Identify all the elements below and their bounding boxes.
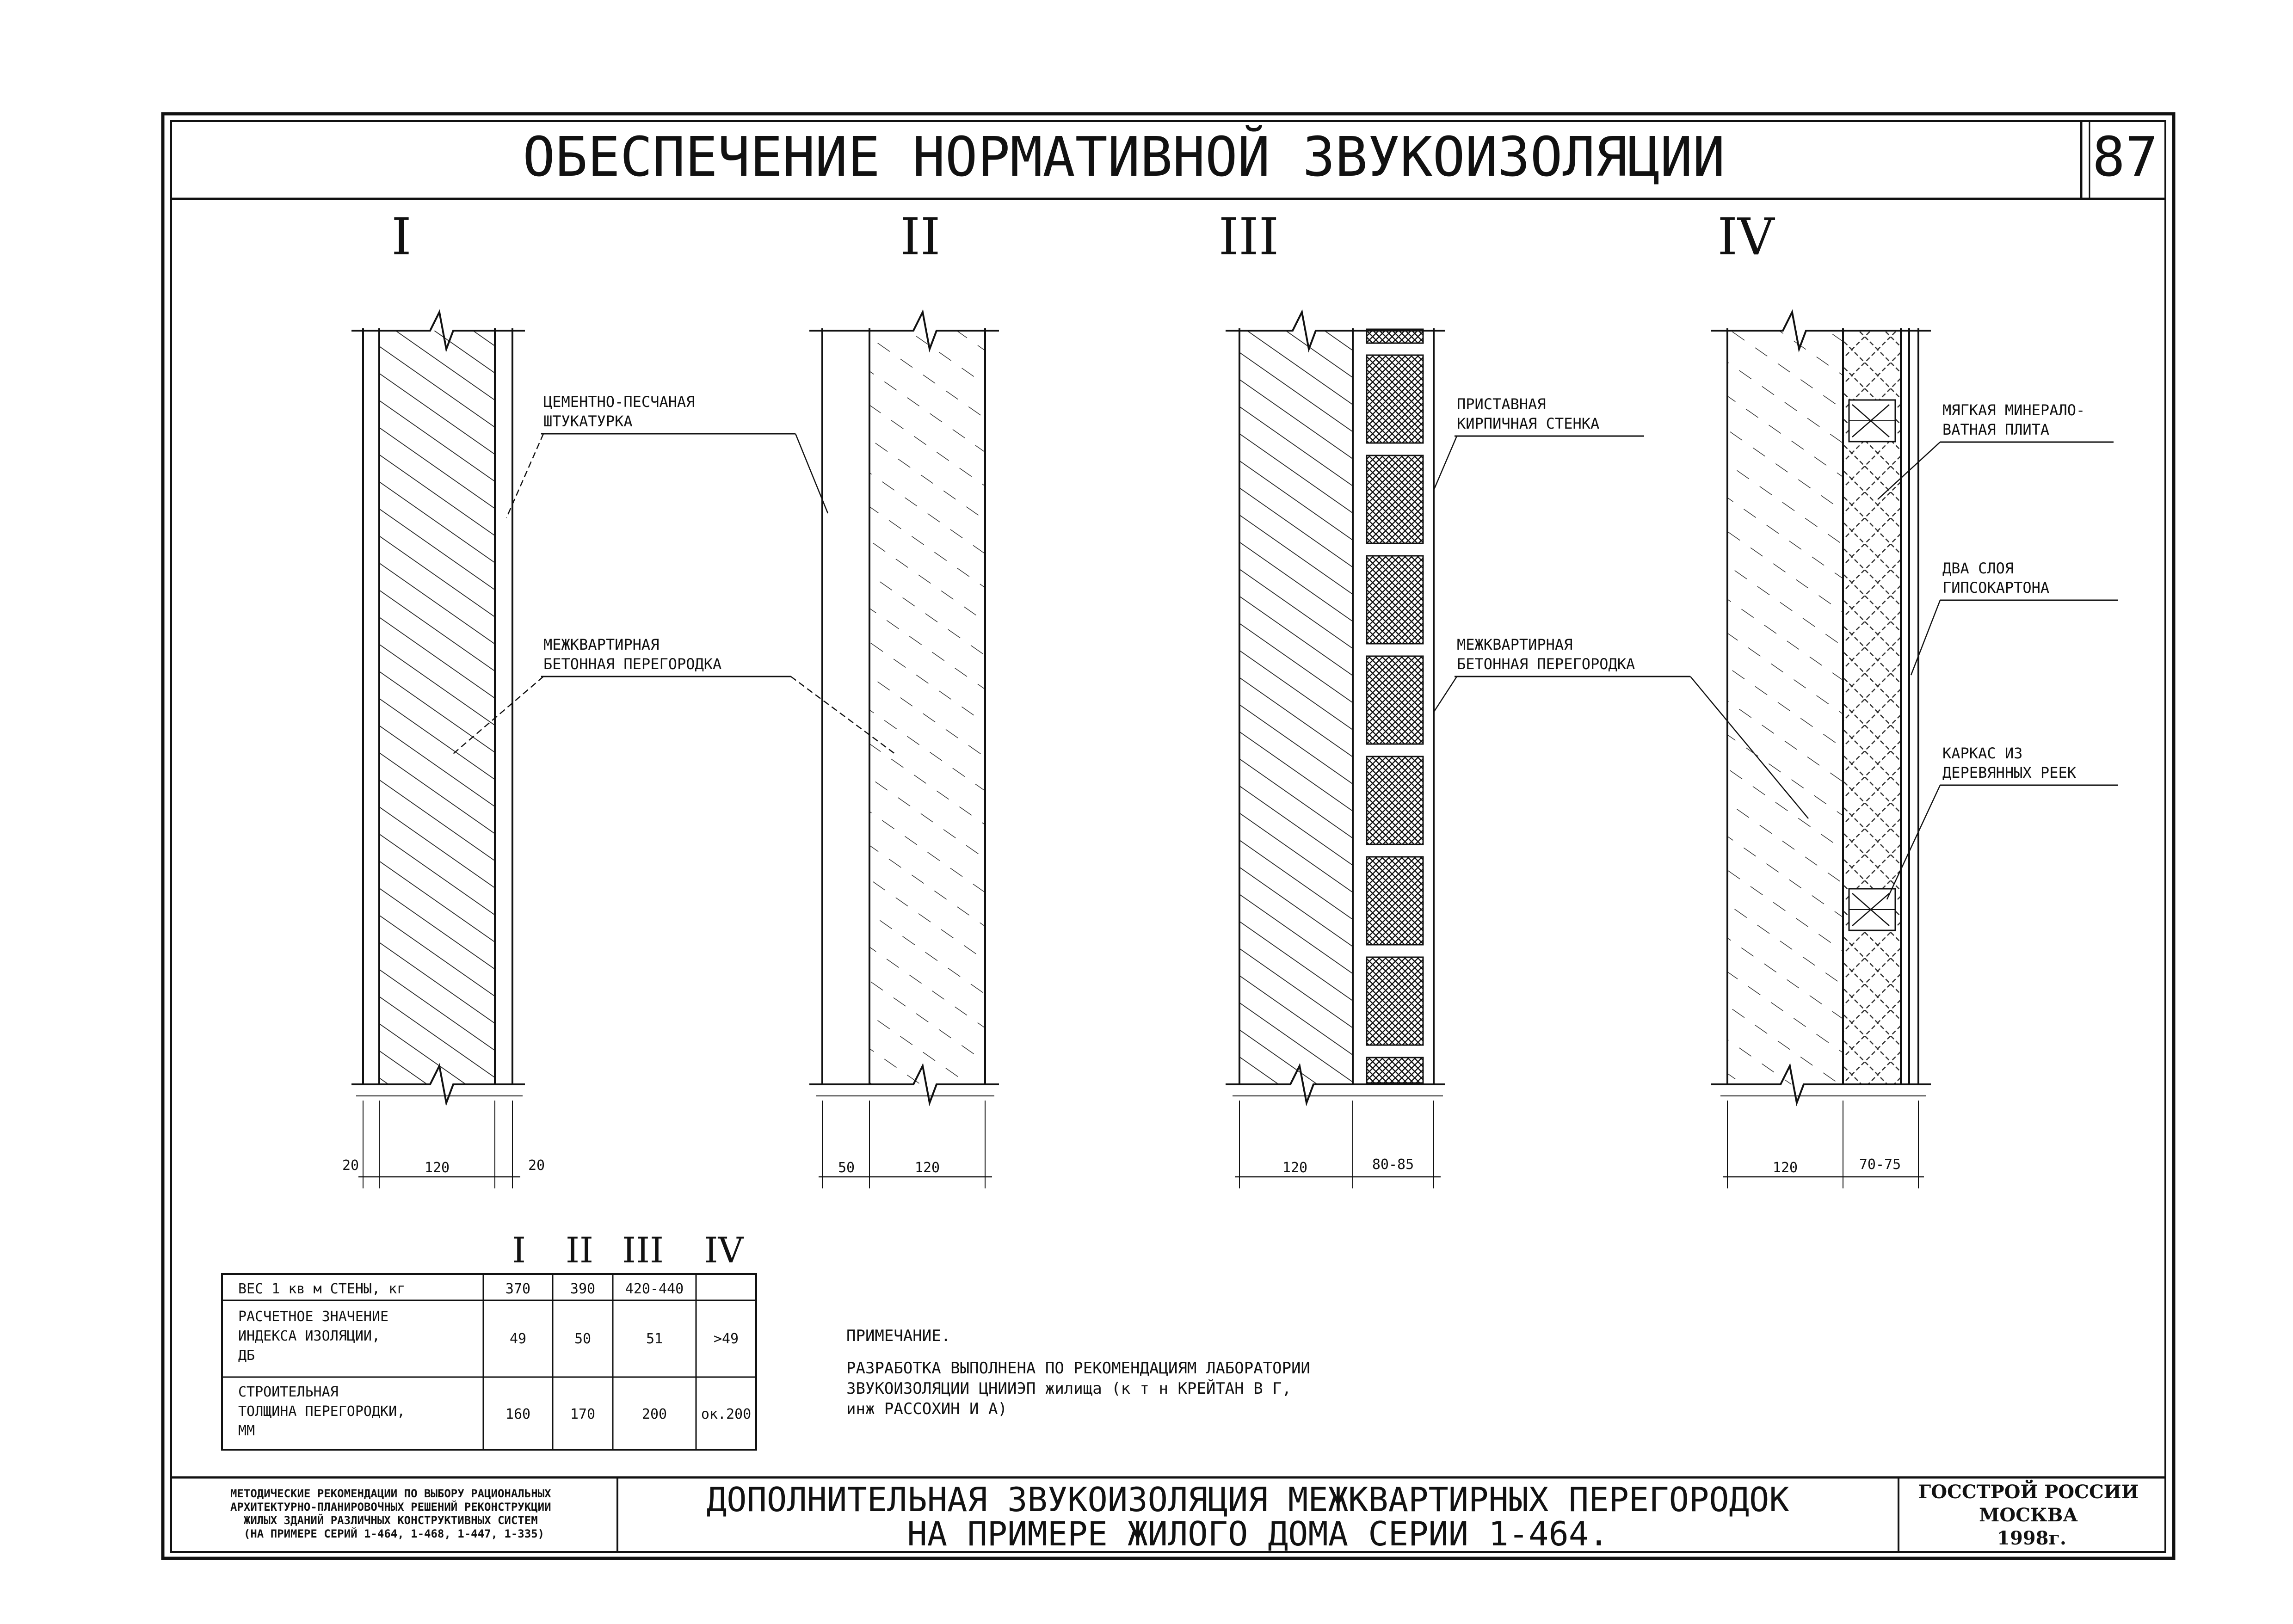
table-cell: >49 <box>713 1331 739 1347</box>
properties-table <box>222 1230 756 1450</box>
callout-concrete-partition-3: МЕЖКВАРТИРНАЯ БЕТОННАЯ ПЕРЕГОРОДКА <box>1457 636 1635 673</box>
callout-gypsum-board: ДВА СЛОЯ ГИПСОКАРТОНА <box>1942 560 2050 597</box>
wall-section-2 <box>809 312 999 1103</box>
footer-series-text: МЕТОДИЧЕСКИЕ РЕКОМЕНДАЦИИ ПО ВЫБОРУ РАЦИОНАЛЬНЫХ АРХИТЕКТУРНО-ПЛАНИРОВОЧНЫХ РЕШЕНИЙ РЕКОНСТРУКЦИИ ЖИЛЫХ ЗДАНИЙ РАЗЛИЧНЫХ КОНСТРУКТИВНЫХ СИСТЕМ (НА ПРИМЕРЕ СЕРИЙ 1-464, 1-468, 1-447, 1-335) <box>230 1487 551 1540</box>
table-cell: 49 <box>509 1331 527 1347</box>
dimension-chain-2 <box>816 1096 994 1188</box>
dim-label: 80-85 <box>1372 1156 1414 1173</box>
table-row-label: ВЕС 1 кв м СТЕНЫ, кг <box>238 1281 406 1297</box>
variant-numeral-2: II <box>900 207 941 266</box>
variant-numeral-3: III <box>1218 207 1279 266</box>
variant-numeral-1: I <box>391 207 412 266</box>
table-row-label: СТРОИТЕЛЬНАЯ ТОЛЩИНА ПЕРЕГОРОДКИ, ММ <box>238 1384 406 1439</box>
dim-label: 20 <box>528 1157 545 1174</box>
table-cell: ок.200 <box>701 1406 752 1422</box>
dimension-chain-1 <box>342 1096 545 1188</box>
table-cell: 160 <box>505 1406 531 1422</box>
wall-section-1 <box>351 312 525 1103</box>
dim-label: 120 <box>1282 1160 1308 1176</box>
note-text: РАЗРАБОТКА ВЫПОЛНЕНА ПО РЕКОМЕНДАЦИЯМ ЛАБОРАТОРИИ ЗВУКОИЗОЛЯЦИИ ЦНИИЭП жилища (к т н КРЕЙТАН В Г, инж РАССОХИН И А) <box>846 1359 1311 1418</box>
table-header-col-4: IV <box>704 1230 744 1271</box>
table-header-col-3: III <box>622 1230 664 1271</box>
callout-plaster: ЦЕМЕНТНО-ПЕСЧАНАЯ ШТУКАТУРКА <box>543 393 695 430</box>
callouts-1 <box>453 393 895 754</box>
wall-section-4 <box>1711 312 1931 1103</box>
note-block <box>846 1327 1320 1418</box>
table-cell: 420-440 <box>625 1281 684 1297</box>
note-heading: ПРИМЕЧАНИЕ. <box>846 1327 951 1345</box>
title-block <box>171 121 2165 199</box>
table-cell: 370 <box>505 1281 531 1297</box>
organization-text: ГОССТРОЙ РОССИИ МОСКВА 1998г. <box>1918 1481 2139 1549</box>
variant-numeral-4: IV <box>1717 207 1775 266</box>
callout-concrete-partition: МЕЖКВАРТИРНАЯ БЕТОННАЯ ПЕРЕГОРОДКА <box>543 636 722 673</box>
table-cell: 51 <box>646 1331 663 1347</box>
callouts-4 <box>1878 401 2118 899</box>
dim-label: 120 <box>1772 1160 1798 1176</box>
table-row-label: РАСЧЕТНОЕ ЗНАЧЕНИЕ ИНДЕКСА ИЗОЛЯЦИИ, ДБ <box>238 1309 389 1364</box>
callout-wood-frame: КАРКАС ИЗ ДЕРЕВЯННЫХ РЕЕК <box>1942 744 2076 781</box>
wall-section-3 <box>1226 312 1445 1103</box>
table-cell: 50 <box>574 1331 592 1347</box>
table-header-col-2: II <box>565 1230 594 1271</box>
dimension-chain-4 <box>1720 1096 1926 1188</box>
dim-label: 20 <box>342 1157 359 1174</box>
callout-brick-wall: ПРИСТАВНАЯ КИРПИЧНАЯ СТЕНКА <box>1457 395 1600 432</box>
dim-label: 50 <box>838 1160 855 1176</box>
page-title: ОБЕСПЕЧЕНИЕ НОРМАТИВНОЙ ЗВУКОИЗОЛЯЦИИ <box>523 125 1725 189</box>
page-number: 87 <box>2092 125 2158 189</box>
dim-label: 120 <box>424 1160 450 1176</box>
table-cell: 200 <box>641 1406 667 1422</box>
table-cell: 390 <box>570 1281 596 1297</box>
dim-label: 120 <box>914 1160 940 1176</box>
sheet-title: ДОПОЛНИТЕЛЬНАЯ ЗВУКОИЗОЛЯЦИЯ МЕЖКВАРТИРНЫХ ПЕРЕГОРОДОК НА ПРИМЕРЕ ЖИЛОГО ДОМА СЕРИИ 1-464. <box>706 1480 1789 1553</box>
dimension-chain-3 <box>1233 1096 1443 1188</box>
table-cell: 170 <box>570 1406 596 1422</box>
callout-mineral-wool: МЯГКАЯ МИНЕРАЛО- ВАТНАЯ ПЛИТА <box>1942 401 2085 438</box>
table-header-col-1: I <box>512 1230 526 1271</box>
dim-label: 70-75 <box>1859 1156 1901 1173</box>
footer-stamp <box>171 1477 2165 1553</box>
